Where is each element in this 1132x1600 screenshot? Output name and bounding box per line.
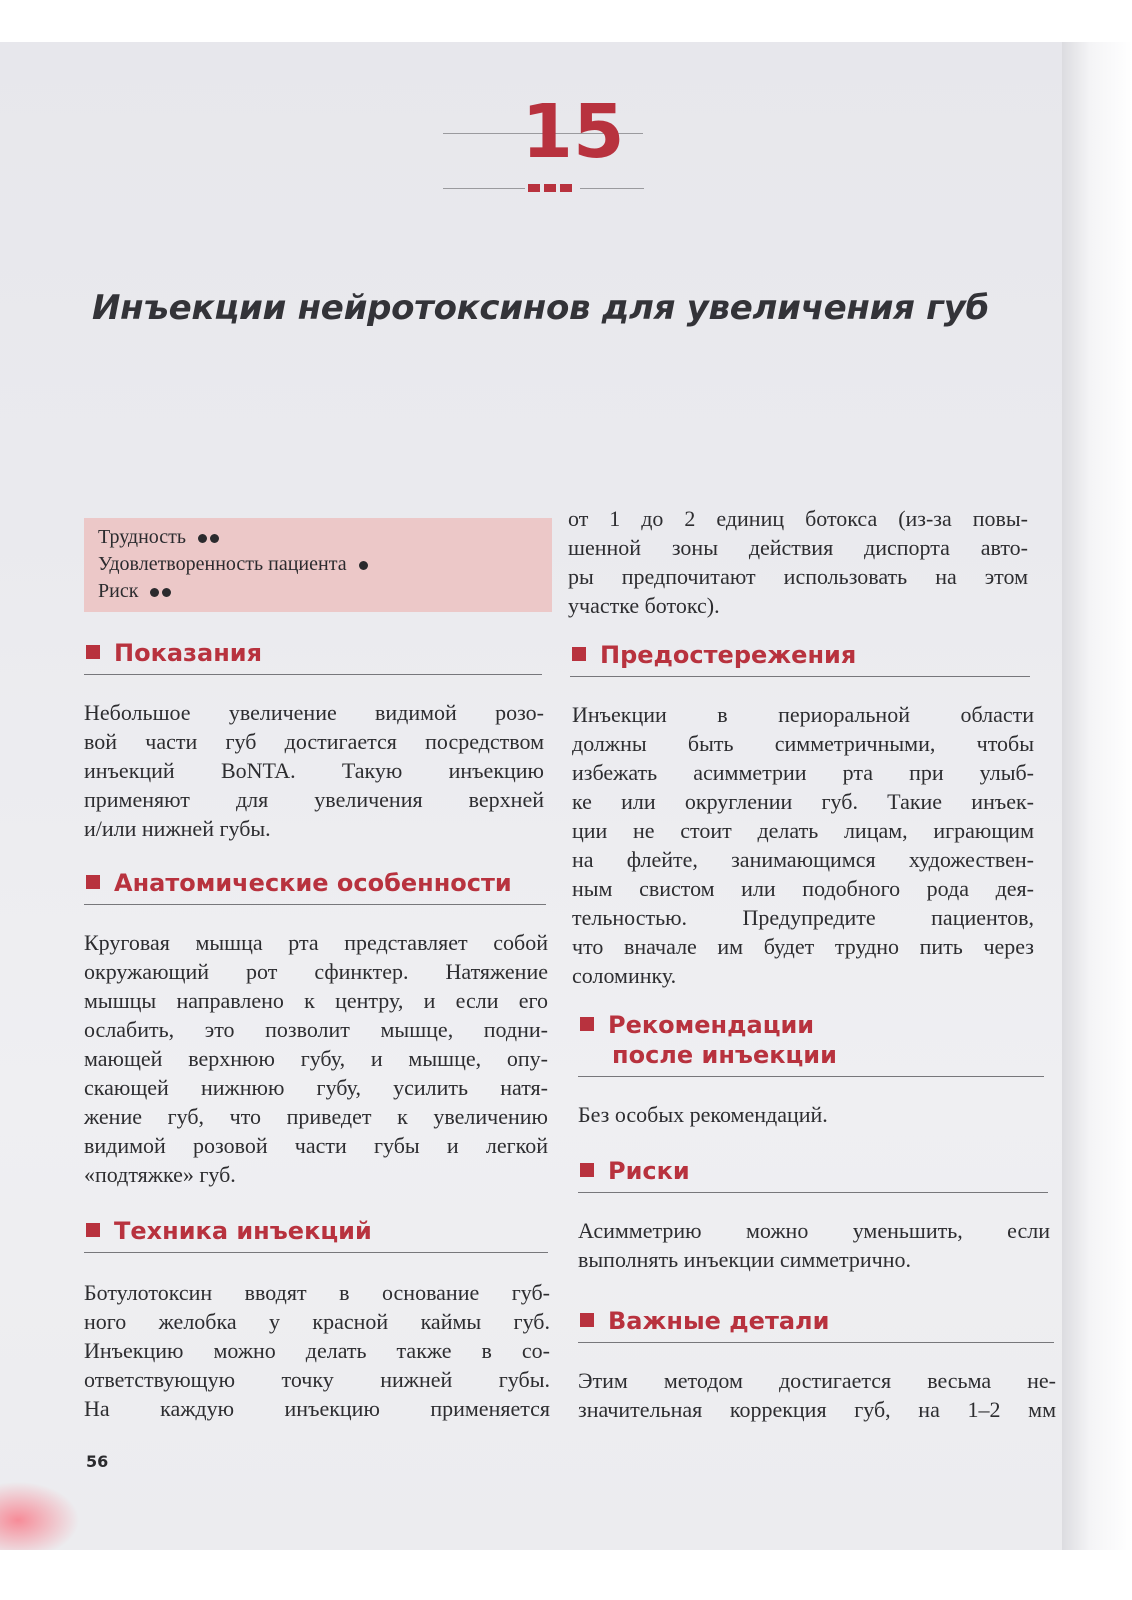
page-number: 56	[86, 1452, 109, 1471]
risks-text: Асимметрию можно уменьшить, если выполнять инъекции симметрично.	[578, 1218, 1050, 1272]
page-edge	[1062, 42, 1132, 1550]
satisfaction-row: Удовлетворенность пациента	[98, 553, 368, 576]
chapter-rule-bottom-right	[580, 188, 644, 189]
risk-row: Риск	[98, 580, 171, 603]
heading-important-details: Важные детали	[580, 1306, 829, 1336]
details-text: Этим методом достигается весьма не- значительная коррекция губ, на 1–2 мм	[578, 1368, 1056, 1422]
indications-text: Небольшое увеличение видимой розо- вой части губ достигается посредством инъекций BoNTA. Такую инъекцию применяют для увеличения верхней и/или нижней губы.	[84, 700, 544, 841]
recommendations-text: Без особых рекомендаций.	[578, 1102, 828, 1127]
heading-precautions: Предостережения	[572, 640, 856, 670]
heading-rule	[578, 1342, 1054, 1343]
chapter-title: Инъекции нейротоксинов для увеличения губ	[92, 288, 989, 328]
difficulty-row: Трудность	[98, 526, 219, 549]
chapter-marker	[528, 184, 576, 192]
chapter-number: 15	[521, 89, 625, 175]
heading-anatomy: Анатомические особенности	[86, 868, 512, 898]
heading-risks: Риски	[580, 1156, 690, 1186]
technique-text: Ботулотоксин вводят в основание губ- ного желобка у красной каймы губ. Инъекцию можно делать также в со- ответствующую точку нижней губы. На каждую инъекцию применяется	[84, 1280, 550, 1421]
heading-recommendations: Рекомендации	[580, 1010, 814, 1040]
continuation-text: от 1 до 2 единиц ботокса (из-за повы- шенной зоны действия диспорта авто- ры предпочитают использовать на этом участке ботокс).	[568, 506, 1028, 618]
anatomy-text: Круговая мышца рта представляет собой окружающий рот сфинктер. Натяжение мышцы направлено к центру, и если его ослабить, это позволит мышце, подни- мающей верхнюю губу, и мышце, опу- скающей нижнюю губу, усилить натя- жение губ, что приведет к увеличению видимой розовой части губы и легкой «подтяжке» губ.	[84, 930, 548, 1187]
heading-rule	[578, 1192, 1048, 1193]
heading-rule	[570, 676, 1030, 677]
precautions-text: Инъекции в периоральной области должны быть симметричными, чтобы избежать асимметрии рта при улыб- ке или округлении губ. Такие инъек- ции не стоит делать лицам, играющим на флейте, занимающимся художествен- ным свистом или подобного рода дея- тельностью. Предупредите пациентов, что вначале им будет трудно пить через соломинку.	[572, 702, 1034, 988]
heading-rule	[84, 904, 546, 905]
heading-rule	[84, 674, 542, 675]
heading-rule	[578, 1076, 1044, 1077]
heading-rule	[84, 1252, 548, 1253]
light-reflection	[0, 1475, 90, 1550]
info-box	[84, 518, 552, 612]
heading-indications: Показания	[86, 638, 262, 668]
chapter-rule-bottom-left	[443, 188, 525, 189]
heading-recommendations-line2: после инъекции	[612, 1041, 837, 1069]
heading-technique: Техника инъекций	[86, 1216, 372, 1246]
